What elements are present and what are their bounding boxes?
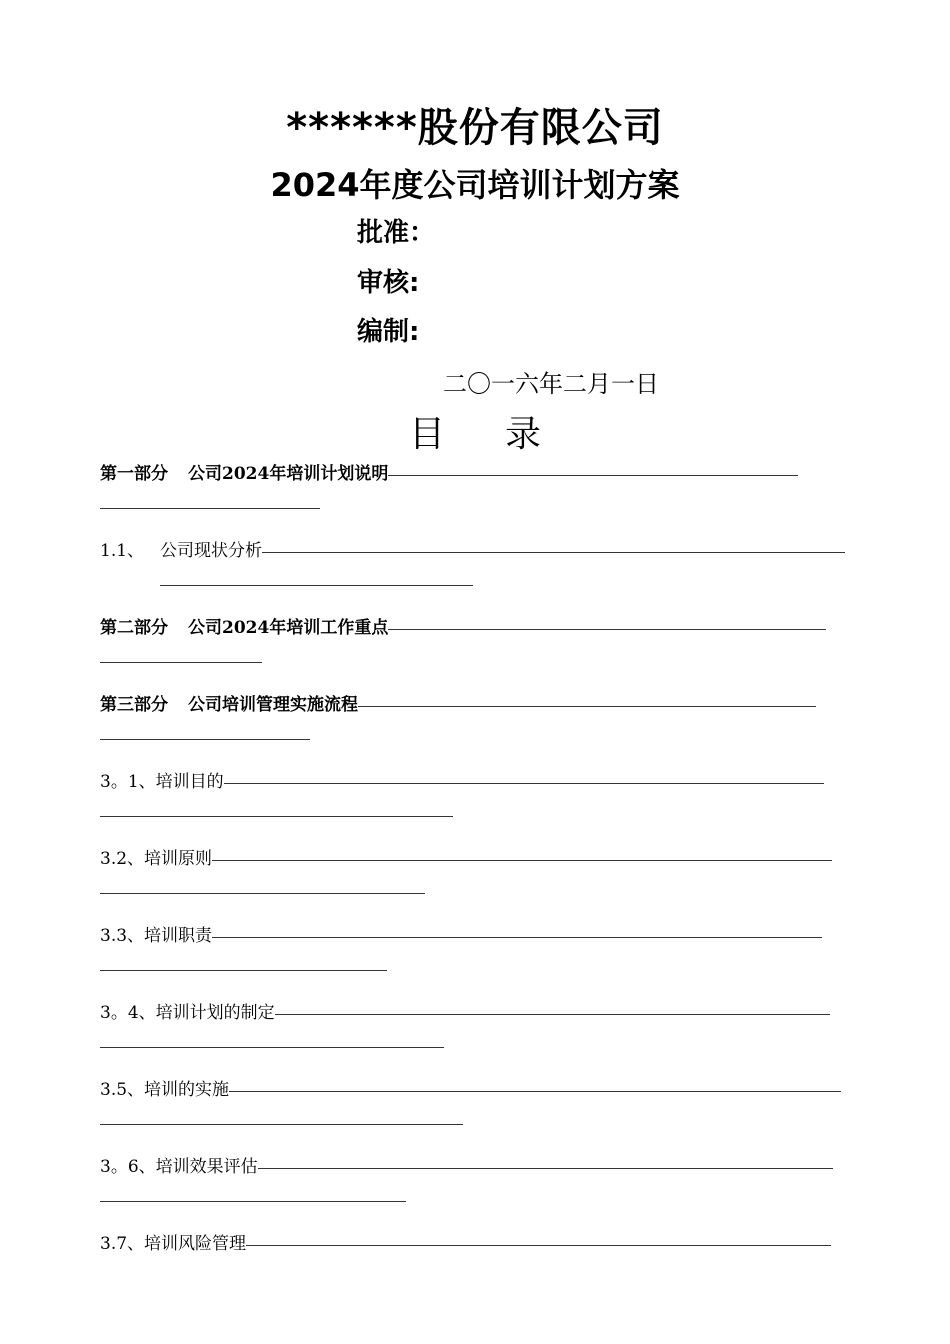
toc-entry[interactable]	[100, 537, 865, 614]
toc-entry-number: 3.3、	[100, 926, 145, 946]
toc-leader-continuation	[160, 585, 473, 586]
toc-entry-number: 第二部分	[100, 618, 168, 638]
toc-entry-text: 培训的实施	[144, 1080, 230, 1100]
toc-leader-continuation	[100, 508, 320, 509]
review-label: 审核:	[357, 268, 420, 298]
toc-leader-continuation	[100, 739, 310, 740]
toc-heading-left: 目	[408, 414, 445, 455]
prepare-label: 编制:	[357, 317, 420, 347]
approve-label: 批准：	[357, 218, 436, 248]
toc-entry-number: 第三部分	[100, 695, 168, 715]
toc-heading-right: 录	[505, 414, 542, 455]
toc-entry[interactable]	[100, 1153, 865, 1230]
toc-leader-continuation	[100, 816, 453, 817]
toc-leader	[262, 552, 845, 553]
toc-entry[interactable]	[100, 845, 865, 922]
toc-leader	[212, 860, 832, 861]
toc-entry-text: 培训原则	[144, 849, 213, 869]
toc-leader	[258, 1168, 833, 1169]
toc-entry[interactable]	[100, 922, 865, 999]
toc-leader	[229, 1091, 841, 1092]
toc-entry-number: 3.5、	[100, 1080, 145, 1100]
toc-entry-number: 第一部分	[100, 464, 168, 484]
toc-entry[interactable]	[100, 614, 865, 691]
toc-entry-text: 培训目的	[155, 772, 224, 792]
toc-leader	[246, 1245, 831, 1246]
document-date: 二〇一六年二月一日	[443, 370, 659, 398]
toc-entry-text: 培训效果评估	[155, 1157, 258, 1177]
toc-leader-continuation	[100, 970, 387, 971]
toc-heading	[0, 406, 950, 457]
toc-entry-number: 3。4、	[100, 1003, 156, 1023]
toc-entry[interactable]	[100, 460, 865, 537]
toc-entry-number: 3.2、	[100, 849, 145, 869]
toc-leader	[212, 937, 822, 938]
toc-entry[interactable]	[100, 1230, 865, 1307]
toc-entry-text: 公司2024年培训工作重点	[188, 618, 389, 638]
toc-entry-text: 培训计划的制定	[155, 1003, 275, 1023]
toc-leader-continuation	[100, 1124, 463, 1125]
toc-leader	[388, 475, 798, 476]
toc-leader	[275, 1014, 830, 1015]
toc-entry[interactable]	[100, 999, 865, 1076]
toc-leader-continuation	[100, 662, 262, 663]
toc-leader-continuation	[100, 1047, 444, 1048]
toc-entry-text: 培训风险管理	[144, 1234, 247, 1254]
table-of-contents	[100, 460, 865, 1307]
toc-leader	[358, 706, 816, 707]
toc-leader	[388, 629, 826, 630]
toc-entry-text: 公司现状分析	[160, 541, 263, 561]
company-name: ******股份有限公司	[286, 105, 664, 151]
toc-entry[interactable]	[100, 691, 865, 768]
toc-entry-number: 3.7、	[100, 1234, 145, 1254]
toc-entry-number: 1.1、	[100, 541, 145, 561]
toc-entry-text: 公司2024年培训计划说明	[188, 464, 389, 484]
toc-entry-number: 3。1、	[100, 772, 156, 792]
toc-entry-number: 3。6、	[100, 1157, 156, 1177]
toc-entry-text: 公司培训管理实施流程	[188, 695, 358, 715]
plan-title: 2024年度公司培训计划方案	[270, 166, 680, 204]
toc-leader	[224, 783, 824, 784]
toc-entry[interactable]	[100, 768, 865, 845]
toc-leader-continuation	[100, 893, 425, 894]
toc-entry-text: 培训职责	[144, 926, 213, 946]
toc-leader-continuation	[100, 1201, 406, 1202]
toc-entry[interactable]	[100, 1076, 865, 1153]
